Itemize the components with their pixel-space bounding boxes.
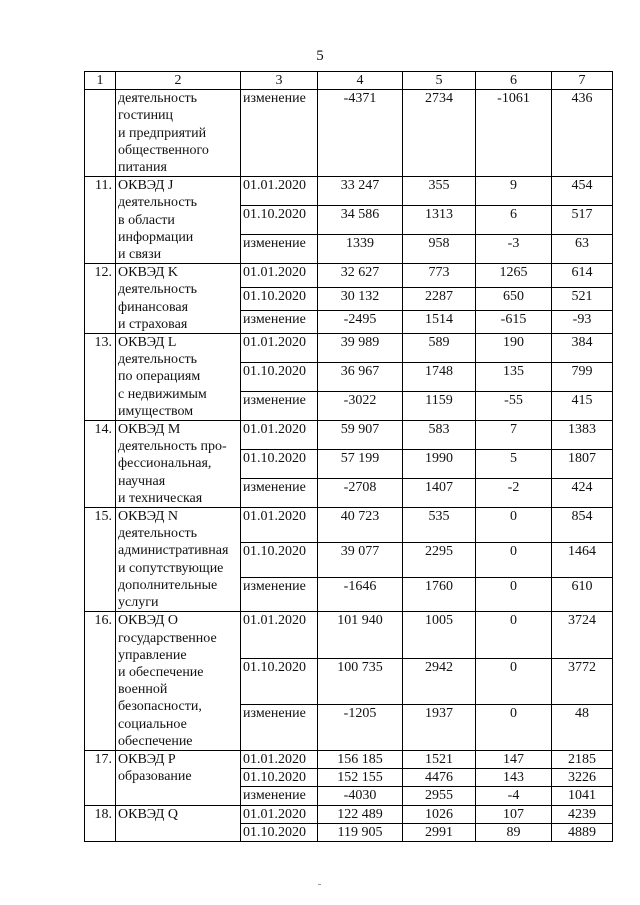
period-cell: 01.01.2020 [241,508,318,543]
value-col4: 59 907 [318,421,403,450]
value-col4: 39 989 [318,334,403,363]
value-col5: 1159 [403,392,476,421]
activity-name-line: ОКВЭД P [118,751,176,767]
column-header: 7 [552,72,613,90]
value-col4: -4030 [318,787,403,805]
row-number: 18. [85,805,116,841]
value-col7: 521 [552,287,613,310]
activity-name-line: образование [118,769,192,785]
value-col6: 143 [476,769,552,787]
value-col4: 100 735 [318,658,403,704]
activity-name-line: в области [118,212,175,228]
value-col7: 384 [552,334,613,363]
value-col4: 119 905 [318,823,403,841]
period-cell: 01.01.2020 [241,264,318,287]
value-col7: 424 [552,479,613,508]
period-cell: изменение [241,90,318,177]
value-col4: 40 723 [318,508,403,543]
activity-name [116,177,241,264]
value-col7: 1041 [552,787,613,805]
activity-name-line: деятельность про- [118,439,227,455]
activity-name [116,612,241,751]
period-cell: 01.01.2020 [241,805,318,823]
column-header: 6 [476,72,552,90]
value-col4: 101 940 [318,612,403,658]
value-col4: -3022 [318,392,403,421]
value-col7: 4239 [552,805,613,823]
value-col6: -4 [476,787,552,805]
period-cell: изменение [241,310,318,333]
period-cell: 01.10.2020 [241,658,318,704]
period-cell: 01.01.2020 [241,177,318,206]
activity-name [116,421,241,508]
value-col6: 7 [476,421,552,450]
activity-name-line: услуги [118,595,159,611]
table-row [85,90,613,177]
activity-name [116,805,241,841]
period-cell: 01.10.2020 [241,287,318,310]
activity-name [116,508,241,612]
value-col7: 436 [552,90,613,177]
activity-name-line: социальное [118,716,187,732]
activity-name-line: административная [118,543,229,559]
table-row [85,750,613,768]
value-col5: 535 [403,508,476,543]
period-cell: 01.10.2020 [241,823,318,841]
value-col5: 1026 [403,805,476,823]
value-col6: -55 [476,392,552,421]
value-col7: 2185 [552,750,613,768]
period-cell: 01.10.2020 [241,450,318,479]
value-col6: 0 [476,704,552,750]
row-number [85,90,116,177]
period-cell: 01.01.2020 [241,334,318,363]
table-row [85,177,613,206]
value-col5: 1748 [403,363,476,392]
column-header: 5 [403,72,476,90]
value-col7: 1464 [552,542,613,577]
period-cell: изменение [241,235,318,264]
table-body [85,90,613,842]
value-col6: 135 [476,363,552,392]
activity-name [116,750,241,805]
value-col7: 1807 [552,450,613,479]
value-col7: 799 [552,363,613,392]
value-col7: 614 [552,264,613,287]
footer-mark [318,884,321,885]
value-col7: 415 [552,392,613,421]
activity-name-line: деятельность [118,91,198,107]
activity-name-line: питания [118,160,167,176]
activity-name-line: ОКВЭД O [118,613,179,629]
value-col7: 854 [552,508,613,543]
activity-name-line: и предприятий [118,125,207,141]
activity-name-line: ОКВЭД K [118,265,179,281]
value-col6: -1061 [476,90,552,177]
activity-name-line: деятельность [118,282,198,298]
activity-name-line: деятельность [118,352,198,368]
value-col6: -615 [476,310,552,333]
activity-name-line: безопасности, [118,699,202,715]
value-col5: 1760 [403,577,476,612]
value-col5: 1407 [403,479,476,508]
activity-name-line: общественного [118,142,209,158]
activity-name-line: ОКВЭД Q [118,806,179,822]
value-col6: 650 [476,287,552,310]
value-col5: 4476 [403,769,476,787]
period-cell: 01.10.2020 [241,363,318,392]
value-col4: 39 077 [318,542,403,577]
period-cell: изменение [241,392,318,421]
activity-name-line: деятельность [118,195,198,211]
value-col4: 36 967 [318,363,403,392]
value-col6: 6 [476,206,552,235]
column-header: 1 [85,72,116,90]
row-number: 15. [85,508,116,612]
value-col6: 147 [476,750,552,768]
value-col4: -4371 [318,90,403,177]
value-col5: 2287 [403,287,476,310]
value-col6: 0 [476,542,552,577]
value-col5: 1937 [403,704,476,750]
value-col7: 610 [552,577,613,612]
activity-name [116,90,241,177]
activity-name [116,334,241,421]
value-col4: 34 586 [318,206,403,235]
value-col7: 1383 [552,421,613,450]
value-col5: 1005 [403,612,476,658]
page-number: 5 [316,48,324,64]
activity-name-line: ОКВЭД J [118,178,174,194]
value-col6: 9 [476,177,552,206]
row-number: 11. [85,177,116,264]
activity-name-line: фессиональная, [118,456,212,472]
value-col6: 1265 [476,264,552,287]
statistics-table [84,71,613,842]
value-col5: 2295 [403,542,476,577]
activity-name-line: и техническая [118,490,203,506]
activity-name-line: научная [118,473,166,489]
period-cell: 01.10.2020 [241,206,318,235]
value-col5: 1521 [403,750,476,768]
period-cell: изменение [241,479,318,508]
value-col4: 30 132 [318,287,403,310]
row-number: 17. [85,750,116,805]
period-cell: изменение [241,787,318,805]
activity-name-line: обеспечение [118,733,193,749]
activity-name-line: с недвижимым [118,386,207,402]
value-col6: 5 [476,450,552,479]
table-row [85,421,613,450]
value-col7: 517 [552,206,613,235]
value-col7: 3724 [552,612,613,658]
activity-name-line: деятельность [118,526,198,542]
period-cell: 01.01.2020 [241,750,318,768]
period-cell: 01.10.2020 [241,542,318,577]
period-cell: изменение [241,577,318,612]
row-number: 13. [85,334,116,421]
activity-name-line: финансовая [118,299,189,315]
activity-name-line: информации [118,229,194,245]
value-col4: 33 247 [318,177,403,206]
row-number: 16. [85,612,116,751]
value-col5: 1313 [403,206,476,235]
value-col5: 2955 [403,787,476,805]
table-header-row [85,72,613,90]
value-col4: 57 199 [318,450,403,479]
activity-name-line: управление [118,647,187,663]
value-col6: 190 [476,334,552,363]
activity-name-line: имуществом [118,403,194,419]
value-col6: 0 [476,612,552,658]
activity-name-line: и связи [118,247,162,263]
table-row [85,508,613,543]
period-cell: 01.01.2020 [241,421,318,450]
value-col5: 773 [403,264,476,287]
value-col7: 454 [552,177,613,206]
activity-name [116,264,241,334]
value-col5: 583 [403,421,476,450]
value-col4: 1339 [318,235,403,264]
value-col5: 1990 [403,450,476,479]
row-number: 14. [85,421,116,508]
value-col7: 4889 [552,823,613,841]
activity-name-line: ОКВЭД L [118,335,177,351]
column-header: 4 [318,72,403,90]
value-col6: 0 [476,658,552,704]
value-col5: 1514 [403,310,476,333]
value-col4: 32 627 [318,264,403,287]
value-col6: 0 [476,577,552,612]
column-header: 2 [116,72,241,90]
row-number: 12. [85,264,116,334]
value-col7: 3226 [552,769,613,787]
table-row [85,264,613,287]
activity-name-line: государственное [118,630,217,646]
activity-name-line: и обеспечение [118,664,204,680]
value-col7: 48 [552,704,613,750]
value-col6: 0 [476,508,552,543]
activity-name-line: по операциям [118,369,201,385]
column-header: 3 [241,72,318,90]
value-col4: -1205 [318,704,403,750]
value-col5: 2991 [403,823,476,841]
activity-name-line: гостиниц [118,108,174,124]
value-col4: 122 489 [318,805,403,823]
value-col7: -93 [552,310,613,333]
value-col5: 2734 [403,90,476,177]
period-cell: изменение [241,704,318,750]
value-col4: -1646 [318,577,403,612]
activity-name-line: и страховая [118,316,188,332]
activity-name-line: ОКВЭД M [118,422,181,438]
activity-name-line: дополнительные [118,577,218,593]
table-row [85,612,613,658]
value-col6: 107 [476,805,552,823]
value-col4: -2495 [318,310,403,333]
value-col7: 3772 [552,658,613,704]
value-col4: 152 155 [318,769,403,787]
value-col5: 355 [403,177,476,206]
value-col5: 958 [403,235,476,264]
value-col7: 63 [552,235,613,264]
activity-name-line: военной [118,682,168,698]
value-col4: 156 185 [318,750,403,768]
table-row [85,805,613,823]
value-col6: -3 [476,235,552,264]
value-col5: 589 [403,334,476,363]
value-col6: 89 [476,823,552,841]
activity-name-line: ОКВЭД N [118,509,179,525]
value-col5: 2942 [403,658,476,704]
activity-name-line: и сопутствующие [118,560,224,576]
value-col4: -2708 [318,479,403,508]
period-cell: 01.10.2020 [241,769,318,787]
period-cell: 01.01.2020 [241,612,318,658]
value-col6: -2 [476,479,552,508]
table-row [85,334,613,363]
